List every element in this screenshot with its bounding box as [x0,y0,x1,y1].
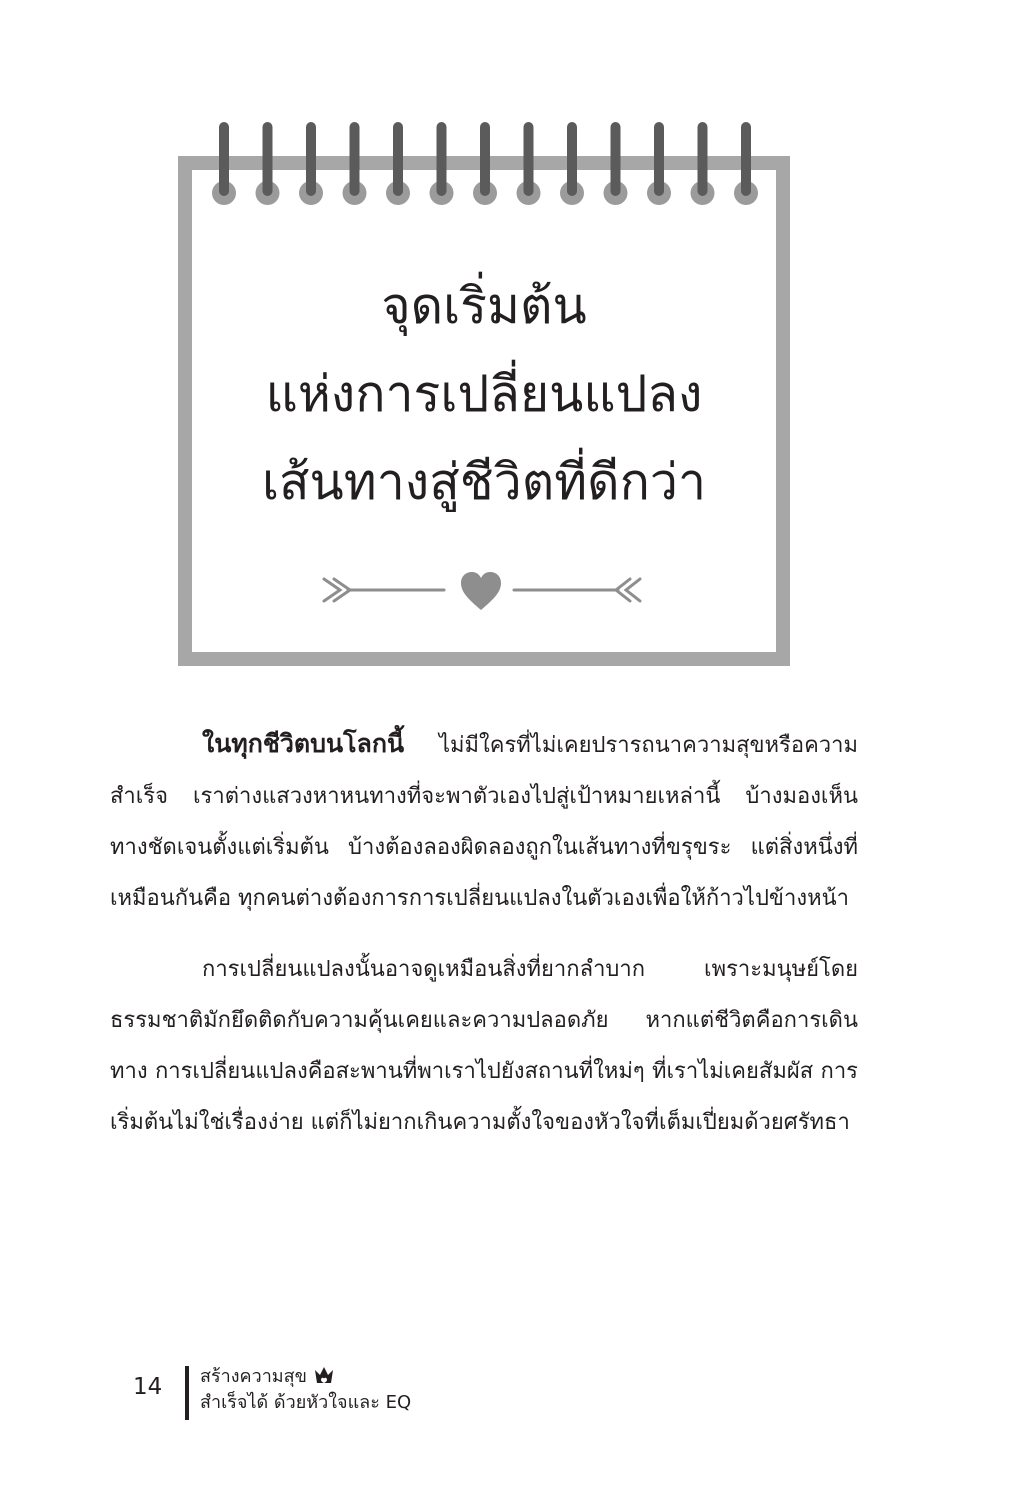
paragraph-1 [110,718,858,924]
book-title-line-2: สำเร็จได้ ด้วยหัวใจและ EQ [200,1392,412,1413]
chapter-title [192,262,776,526]
chapter-title-line-1: จุดเริ่มต้น [381,277,587,335]
book-title [200,1364,411,1416]
chapter-title-line-3: เส้นทางสู่ชีวิตที่ดีกว่า [261,453,707,511]
body-text [110,718,858,1168]
chapter-title-line-2: แห่งการเปลี่ยนแปลง [265,365,703,423]
heart-arrow-divider-icon [318,566,648,614]
footer-divider [185,1366,189,1420]
page-number: 14 [133,1374,163,1400]
book-title-line-1 [200,1364,411,1390]
crown-icon [313,1365,335,1385]
paragraph-lead: ในทุกชีวิตบนโลกนี้ [202,729,405,758]
paragraph-2: การเปลี่ยนแปลงนั้นอาจดูเหมือนสิ่งที่ยากลำบาก เพราะมนุษย์โดยธรรมชาติมักยึดติดกับความคุ้นเคยและความปลอดภัย หากแต่ชีวิตคือการเดินทาง การเปลี่ยนแปลงคือสะพานที่พาเราไปยังสถานที่ใหม่ๆ ที่เราไม่เคยสัมผัส การเริ่มต้นไม่ใช่เรื่องง่าย แต่ก็ไม่ยากเกินความตั้งใจของหัวใจที่เต็มเปี่ยมด้วยศรัทธา [110,957,858,1135]
book-title-line-1-text: สร้างความสุข [200,1366,307,1387]
paragraph-1-text: ไม่มีใครที่ไม่เคยปรารถนาความสุขหรือความสำเร็จ เราต่างแสวงหาหนทางที่จะพาตัวเองไปสู่เป้าหมายเหล่านี้ บ้างมองเห็นทางชัดเจนตั้งแต่เริ่มต้น บ้างต้องลองผิดลองถูกในเส้นทางที่ขรุขระ แต่สิ่งหนึ่งที่เหมือนกันคือ ทุกคนต่างต้องการการเปลี่ยนแปลงในตัวเองเพื่อให้ก้าวไปข้างหน้า [110,733,858,911]
